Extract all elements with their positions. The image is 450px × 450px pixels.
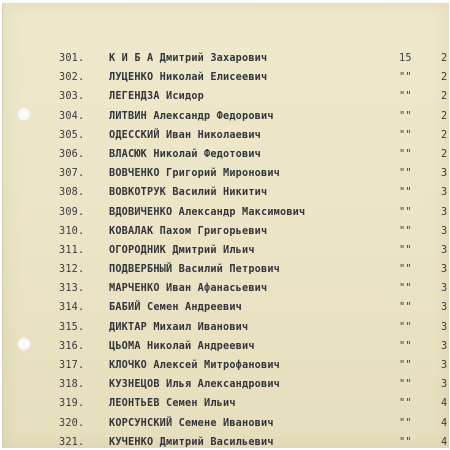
person-name: КУЧЕНКО Дмитрий Васильевич bbox=[109, 436, 274, 448]
row-number: 318. bbox=[59, 379, 85, 391]
value-column-2: 3 bbox=[441, 168, 448, 180]
value-column-2: 4 bbox=[441, 417, 448, 429]
person-name: ЛИТВИН Александр Федорович bbox=[109, 110, 274, 122]
row-number: 306. bbox=[59, 148, 85, 160]
person-name: ЛЕОНТЬЕВ Семен Ильич bbox=[109, 398, 236, 410]
person-name: КУЗНЕЦОВ Илья Александрович bbox=[109, 379, 281, 391]
list-row bbox=[3, 51, 449, 70]
person-name: КОВАЛАК Пахом Григорьевич bbox=[109, 225, 268, 237]
value-column-1: "" bbox=[399, 340, 412, 352]
value-column-2: 2 bbox=[441, 91, 448, 103]
value-column-2: 4 bbox=[441, 436, 448, 448]
person-name: ВОВЧЕНКО Григорий Миронович bbox=[109, 168, 281, 180]
value-column-1: "" bbox=[399, 360, 412, 371]
value-column-1: 15 bbox=[399, 53, 412, 64]
person-name: ОДЕССКИЙ Иван Николаевич bbox=[109, 129, 262, 141]
value-column-1: "" bbox=[399, 321, 412, 333]
list-row bbox=[3, 128, 449, 147]
list-row bbox=[3, 109, 449, 128]
value-column-1: "" bbox=[399, 91, 412, 103]
person-name: ЦЬОМА Николай Андреевич bbox=[109, 340, 255, 352]
value-column-2: 3 bbox=[441, 283, 448, 295]
person-name: К И Б А Дмитрий Захарович bbox=[109, 53, 268, 64]
value-column-1: "" bbox=[399, 148, 412, 160]
row-number: 309. bbox=[59, 206, 85, 218]
person-name: ВДОВИЧЕНКО Александр Максимович bbox=[109, 206, 306, 218]
person-name: КОРСУНСКИЙ Семене Иванович bbox=[109, 417, 274, 429]
value-column-1: "" bbox=[399, 187, 412, 199]
value-column-1: "" bbox=[399, 398, 412, 410]
row-number: 311. bbox=[59, 244, 85, 256]
row-number: 305. bbox=[59, 129, 85, 141]
list-row bbox=[3, 339, 449, 358]
value-column-2: 3 bbox=[441, 244, 448, 256]
value-column-1: "" bbox=[399, 72, 412, 84]
value-column-2: 3 bbox=[441, 264, 448, 276]
value-column-1: "" bbox=[399, 225, 412, 237]
list-row bbox=[3, 416, 449, 435]
list-row bbox=[3, 89, 449, 108]
value-column-2: 4 bbox=[441, 398, 448, 410]
row-number: 307. bbox=[59, 168, 85, 180]
value-column-1: "" bbox=[399, 129, 412, 141]
list-row bbox=[3, 243, 449, 262]
name-list bbox=[3, 51, 449, 448]
value-column-2: 3 bbox=[441, 225, 448, 237]
row-number: 319. bbox=[59, 398, 85, 410]
value-column-2: 3 bbox=[441, 379, 448, 391]
list-row bbox=[3, 147, 449, 166]
row-number: 320. bbox=[59, 417, 85, 429]
value-column-1: "" bbox=[399, 168, 412, 180]
value-column-2: 3 bbox=[441, 360, 448, 371]
list-row bbox=[3, 166, 449, 185]
person-name: ПОДВЕРБНЫЙ Василий Петрович bbox=[109, 264, 281, 276]
list-row bbox=[3, 281, 449, 300]
value-column-1: "" bbox=[399, 302, 412, 314]
value-column-1: "" bbox=[399, 283, 412, 295]
person-name: ВОВКОТРУК Василий Никитич bbox=[109, 187, 268, 199]
person-name: ЛУЦЕНКО Николай Елисеевич bbox=[109, 72, 268, 84]
value-column-2: 3 bbox=[441, 321, 448, 333]
value-column-1: "" bbox=[399, 264, 412, 276]
row-number: 304. bbox=[59, 110, 85, 122]
value-column-2: 2 bbox=[441, 53, 448, 64]
row-number: 313. bbox=[59, 283, 85, 295]
person-name: ВЛАСЮК Николай Федотович bbox=[109, 148, 262, 160]
person-name: ОГОРОДНИК Дмитрий Ильич bbox=[109, 244, 255, 256]
value-column-1: "" bbox=[399, 436, 412, 448]
list-row bbox=[3, 185, 449, 204]
list-row bbox=[3, 358, 449, 377]
value-column-2: 2 bbox=[441, 148, 448, 160]
list-row bbox=[3, 205, 449, 224]
typewritten-page bbox=[2, 3, 449, 448]
person-name: ЛЕГЕНДЗА Исидор bbox=[109, 91, 205, 103]
list-row bbox=[3, 262, 449, 281]
person-name: КЛОЧКО Алексей Митрофанович bbox=[109, 360, 281, 371]
row-number: 314. bbox=[59, 302, 85, 314]
list-row bbox=[3, 396, 449, 415]
value-column-1: "" bbox=[399, 417, 412, 429]
row-number: 301. bbox=[59, 53, 85, 64]
value-column-1: "" bbox=[399, 379, 412, 391]
list-row bbox=[3, 224, 449, 243]
list-row bbox=[3, 435, 449, 448]
value-column-2: 2 bbox=[441, 72, 448, 84]
value-column-1: "" bbox=[399, 244, 412, 256]
row-number: 312. bbox=[59, 264, 85, 276]
value-column-1: "" bbox=[399, 206, 412, 218]
person-name: БАБИЙ Семен Андреевич bbox=[109, 302, 243, 314]
list-row bbox=[3, 70, 449, 89]
row-number: 310. bbox=[59, 225, 85, 237]
list-row bbox=[3, 320, 449, 339]
list-row bbox=[3, 300, 449, 319]
value-column-2: 2 bbox=[441, 110, 448, 122]
value-column-2: 3 bbox=[441, 302, 448, 314]
value-column-2: 2 bbox=[441, 129, 448, 141]
value-column-2: 3 bbox=[441, 187, 448, 199]
list-row bbox=[3, 377, 449, 396]
value-column-2: 3 bbox=[441, 340, 448, 352]
row-number: 317. bbox=[59, 360, 85, 371]
value-column-1: "" bbox=[399, 110, 412, 122]
row-number: 316. bbox=[59, 340, 85, 352]
row-number: 308. bbox=[59, 187, 85, 199]
row-number: 321. bbox=[59, 436, 85, 448]
row-number: 315. bbox=[59, 321, 85, 333]
value-column-2: 3 bbox=[441, 206, 448, 218]
row-number: 303. bbox=[59, 91, 85, 103]
row-number: 302. bbox=[59, 72, 85, 84]
person-name: МАРЧЕНКО Иван Афанасьевич bbox=[109, 283, 268, 295]
person-name: ДИКТАР Михаил Иванович bbox=[109, 321, 249, 333]
